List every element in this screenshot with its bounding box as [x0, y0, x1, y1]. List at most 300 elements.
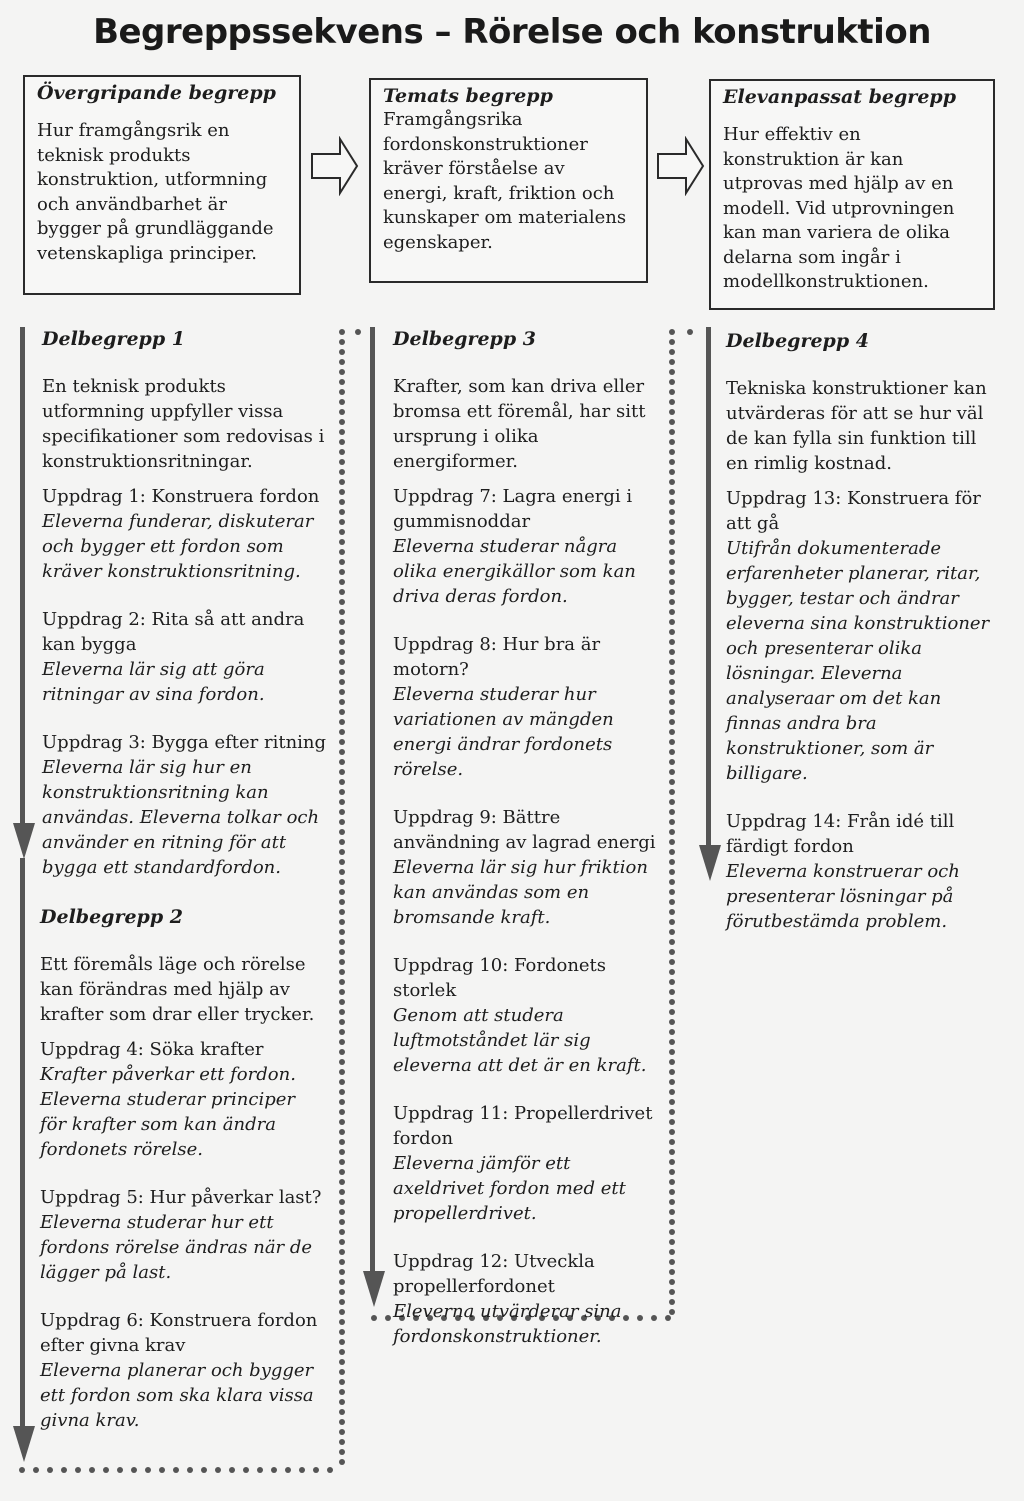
connector-dot	[339, 1129, 345, 1135]
connector-dot	[339, 1059, 345, 1065]
connector-dot	[385, 1315, 391, 1321]
connector-dot	[669, 1059, 675, 1065]
connector-dot	[313, 1467, 319, 1473]
connector-dot	[669, 829, 675, 835]
connector-dot	[669, 1179, 675, 1185]
connector-dot	[271, 1467, 277, 1473]
task-description: Eleverna lär sig hur friktion kan användas som en bromsande kraft.	[393, 857, 648, 928]
connector-dot	[669, 1189, 675, 1195]
connector-dot	[201, 1467, 207, 1473]
task-title: Uppdrag 7: Lagra energi i gummisnoddar	[393, 486, 633, 532]
connector-dot	[327, 1467, 333, 1473]
connector-dot	[339, 1299, 345, 1305]
task-title: Uppdrag 9: Bättre användning av lagrad energi	[393, 807, 656, 853]
connector-dot	[669, 809, 675, 815]
connector-dot	[669, 1039, 675, 1045]
connector-dot	[61, 1467, 67, 1473]
connector-dot	[669, 819, 675, 825]
connector-dot	[339, 1219, 345, 1225]
connector-dot	[339, 1339, 345, 1345]
connector-dot	[669, 1069, 675, 1075]
connector-dot	[669, 699, 675, 705]
connector-dot	[339, 579, 345, 585]
connector-dot	[339, 539, 345, 545]
connector-dot	[669, 459, 675, 465]
connector-dot	[669, 419, 675, 425]
connector-dot	[339, 659, 345, 665]
connector-dot	[339, 939, 345, 945]
connector-dot	[339, 359, 345, 365]
connector-dot	[669, 329, 675, 335]
task-description: Utifrån dokumenterade erfarenheter planerar, ritar, bygger, testar och ändrar eleverna sina konstruktioner och presenterar olika lösningar. Eleverna analyseraar om det kan finnas andra bra konstruktioner, som är billigare.	[726, 538, 990, 784]
connector-dot	[669, 669, 675, 675]
connector-dot	[669, 499, 675, 505]
task-description: Genom att studera luftmotståndet lär sig eleverna att det är en kraft.	[393, 1005, 647, 1076]
connector-dot	[339, 1039, 345, 1045]
section-description: Tekniska konstruktioner kan utvärderas för att se hur väl de kan fylla sin funktion till en rimlig kostnad.	[726, 378, 987, 474]
connector-dot	[669, 1139, 675, 1145]
connector-dot	[339, 439, 345, 445]
connector-dot	[669, 1279, 675, 1285]
connector-dot	[669, 1229, 675, 1235]
task-title: Uppdrag 13: Konstruera för att gå	[726, 488, 981, 534]
task-description: Eleverna lär sig att göra ritningar av sina fordon.	[42, 659, 265, 705]
connector-dot	[339, 689, 345, 695]
task-item	[726, 809, 998, 934]
connector-dot	[339, 479, 345, 485]
overarching-concept-heading: Övergripande begrepp	[37, 82, 276, 104]
connector-dot	[173, 1467, 179, 1473]
connector-dot	[669, 539, 675, 545]
connector-dot	[669, 1309, 675, 1315]
connector-dot	[339, 729, 345, 735]
connector-dot	[339, 649, 345, 655]
connector-dot	[339, 589, 345, 595]
section-heading: Delbegrepp 4	[726, 330, 869, 352]
connector-dot	[339, 409, 345, 415]
task-item	[42, 607, 327, 707]
connector-dot	[339, 669, 345, 675]
connector-dot	[339, 899, 345, 905]
connector-dot	[339, 879, 345, 885]
connector-dot	[669, 949, 675, 955]
connector-dot	[339, 1239, 345, 1245]
connector-dot	[669, 1259, 675, 1265]
connector-dot	[339, 749, 345, 755]
section-delbegrepp-2	[40, 905, 325, 1456]
connector-dot	[339, 619, 345, 625]
connector-dot	[339, 639, 345, 645]
connector-dot	[665, 1315, 671, 1321]
task-item	[40, 1037, 325, 1162]
connector-dot	[339, 759, 345, 765]
connector-dot	[339, 839, 345, 845]
connector-dot	[339, 769, 345, 775]
task-description: Eleverna konstruerar och presenterar lösningar på förutbestämda problem.	[726, 861, 960, 932]
connector-dot	[669, 1269, 675, 1275]
connector-dot	[339, 739, 345, 745]
connector-dot	[131, 1467, 137, 1473]
connector-dot	[339, 1249, 345, 1255]
connector-dot	[669, 849, 675, 855]
connector-dot	[669, 729, 675, 735]
connector-dot	[669, 679, 675, 685]
connector-dot	[339, 949, 345, 955]
connector-dot	[339, 1459, 345, 1465]
connector-dot	[339, 1189, 345, 1195]
connector-dot	[339, 549, 345, 555]
connector-dot	[117, 1467, 123, 1473]
connector-dot	[339, 1119, 345, 1125]
connector-dot	[339, 1449, 345, 1455]
section-heading: Delbegrepp 1	[42, 328, 185, 350]
task-title: Uppdrag 12: Utveckla propellerfordonet	[393, 1251, 595, 1297]
task-item	[393, 805, 661, 930]
connector-dot	[687, 329, 693, 335]
connector-dot	[669, 619, 675, 625]
connector-dot	[339, 509, 345, 515]
connector-dot	[669, 439, 675, 445]
task-description: Eleverna studerar några olika energikällor som kan driva deras fordon.	[393, 536, 636, 607]
connector-dot	[669, 599, 675, 605]
connector-dot	[339, 919, 345, 925]
overarching-concept-text: Hur framgångsrik en teknisk produkts konstruktion, utformning och användbarhet är bygger på grundläggande vetenskapliga principer.	[37, 120, 274, 264]
connector-dot	[33, 1467, 39, 1473]
connector-dot	[669, 399, 675, 405]
task-item	[40, 1308, 325, 1433]
connector-dot	[669, 869, 675, 875]
section-delbegrepp-4	[726, 329, 998, 957]
connector-dot	[339, 469, 345, 475]
connector-dot	[257, 1467, 263, 1473]
connector-dot	[669, 569, 675, 575]
connector-dot	[669, 469, 675, 475]
task-description: Eleverna utvärderar sina fordonskonstruktioner.	[393, 1301, 622, 1347]
connector-dot	[339, 829, 345, 835]
connector-dot	[669, 859, 675, 865]
task-description: Eleverna jämför ett axeldrivet fordon med ett propellerdrivet.	[393, 1153, 626, 1224]
connector-dot	[669, 689, 675, 695]
connector-dot	[339, 329, 345, 335]
connector-dot	[669, 379, 675, 385]
connector-dot	[339, 459, 345, 465]
connector-dot	[19, 1467, 25, 1473]
connector-dot	[145, 1467, 151, 1473]
connector-dot	[339, 1389, 345, 1395]
connector-dot	[669, 549, 675, 555]
section-description: Ett föremåls läge och rörelse kan förändras med hjälp av krafter som drar eller trycker.	[40, 954, 315, 1025]
connector-dot	[339, 399, 345, 405]
task-description: Eleverna funderar, diskuterar och bygger ett fordon som kräver konstruktionsritning.	[42, 511, 314, 582]
connector-dot	[47, 1467, 53, 1473]
connector-dot	[339, 779, 345, 785]
connector-dot	[339, 1109, 345, 1115]
connector-dot	[339, 1349, 345, 1355]
connector-dot	[339, 1149, 345, 1155]
connector-dot	[669, 739, 675, 745]
connector-dot	[669, 489, 675, 495]
page-title: Begreppssekvens – Rörelse och konstruktion	[93, 12, 931, 52]
connector-dot	[339, 849, 345, 855]
connector-dot	[339, 959, 345, 965]
connector-dot	[669, 409, 675, 415]
connector-dot	[339, 1309, 345, 1315]
task-title: Uppdrag 11: Propellerdrivet fordon	[393, 1103, 653, 1149]
connector-dot	[669, 429, 675, 435]
task-description: Eleverna studerar hur variationen av mängden energi ändrar fordonets rörelse.	[393, 684, 614, 780]
connector-dot	[669, 1119, 675, 1125]
connector-dot	[339, 1259, 345, 1265]
connector-dot	[339, 1199, 345, 1205]
theme-concept-text: Framgångsrika fordonskonstruktioner kräver förståelse av energi, kraft, friktion och kunskaper om materialens egenskaper.	[383, 109, 627, 253]
connector-dot	[669, 909, 675, 915]
connector-dot	[669, 1199, 675, 1205]
connector-dot	[669, 929, 675, 935]
connector-dot	[339, 699, 345, 705]
connector-dot	[339, 1089, 345, 1095]
connector-dot	[339, 929, 345, 935]
task-item	[42, 730, 327, 880]
connector-dot	[669, 879, 675, 885]
task-item	[393, 484, 661, 609]
connector-dot	[669, 369, 675, 375]
connector-dot	[339, 1179, 345, 1185]
connector-dot	[75, 1467, 81, 1473]
connector-dot	[669, 1219, 675, 1225]
connector-dot	[339, 349, 345, 355]
connector-dot	[339, 719, 345, 725]
task-title: Uppdrag 14: Från idé till färdigt fordon	[726, 811, 955, 857]
connector-dot	[339, 969, 345, 975]
task-title: Uppdrag 3: Bygga efter ritning	[42, 732, 327, 753]
student-concept-heading: Elevanpassat begrepp	[723, 86, 956, 108]
task-item	[393, 1101, 661, 1226]
task-item	[42, 484, 327, 584]
task-title: Uppdrag 1: Konstruera fordon	[42, 486, 320, 507]
task-title: Uppdrag 6: Konstruera fordon efter givna krav	[40, 1310, 318, 1356]
connector-dot	[339, 1369, 345, 1375]
connector-dot	[669, 339, 675, 345]
connector-dot	[355, 329, 361, 335]
task-item	[393, 632, 661, 782]
task-title: Uppdrag 10: Fordonets storlek	[393, 955, 607, 1001]
task-description: Eleverna lär sig hur en konstruktionsritning kan användas. Eleverna tolkar och använder en ritning för att bygga ett standardfordon.	[42, 757, 320, 878]
connector-dot	[339, 429, 345, 435]
task-title: Uppdrag 8: Hur bra är motorn?	[393, 634, 601, 680]
connector-dot	[669, 1209, 675, 1215]
connector-dot	[339, 679, 345, 685]
connector-dot	[339, 609, 345, 615]
connector-dot	[669, 1169, 675, 1175]
connector-dot	[159, 1467, 165, 1473]
section-heading: Delbegrepp 3	[393, 328, 536, 350]
connector-dot	[669, 1049, 675, 1055]
connector-dot	[669, 889, 675, 895]
connector-dot	[669, 629, 675, 635]
connector-dot	[339, 1419, 345, 1425]
connector-dot	[89, 1467, 95, 1473]
connector-dot	[339, 1399, 345, 1405]
connector-dot	[339, 1279, 345, 1285]
connector-dot	[339, 1359, 345, 1365]
connector-dot	[669, 1129, 675, 1135]
connector-dot	[669, 349, 675, 355]
connector-dot	[669, 509, 675, 515]
connector-dot	[669, 919, 675, 925]
connector-dot	[669, 759, 675, 765]
connector-dot	[339, 499, 345, 505]
connector-dot	[339, 559, 345, 565]
connector-dot	[669, 899, 675, 905]
connector-dot	[339, 1209, 345, 1215]
section-description: En teknisk produkts utformning uppfyller vissa specifikationer som redovisas i konstruktionsritningar.	[42, 376, 325, 472]
connector-dot	[339, 1099, 345, 1105]
connector-dot	[669, 789, 675, 795]
connector-dot	[669, 579, 675, 585]
connector-dot	[339, 449, 345, 455]
connector-dot	[339, 819, 345, 825]
connector-dot	[669, 449, 675, 455]
connector-dot	[339, 389, 345, 395]
connector-dot	[339, 1169, 345, 1175]
connector-dot	[339, 1159, 345, 1165]
connector-dot	[669, 989, 675, 995]
task-description: Krafter påverkar ett fordon. Eleverna studerar principer för krafter som kan ändra fordonets rörelse.	[40, 1064, 296, 1160]
connector-dot	[339, 809, 345, 815]
connector-dot	[339, 529, 345, 535]
connector-dot	[339, 1069, 345, 1075]
connector-dot	[669, 959, 675, 965]
connector-dot	[669, 769, 675, 775]
connector-dot	[669, 719, 675, 725]
connector-dot	[339, 1379, 345, 1385]
connector-dot	[669, 969, 675, 975]
connector-dot	[669, 559, 675, 565]
theme-concept-heading: Temats begrepp	[383, 85, 553, 107]
task-item	[393, 1249, 661, 1349]
connector-dot	[339, 1289, 345, 1295]
connector-dot	[669, 1299, 675, 1305]
connector-dot	[669, 389, 675, 395]
connector-dot	[669, 519, 675, 525]
connector-dot	[339, 869, 345, 875]
connector-dot	[299, 1467, 305, 1473]
task-item	[40, 1185, 325, 1285]
connector-dot	[243, 1467, 249, 1473]
connector-dot	[669, 1079, 675, 1085]
task-item	[393, 953, 661, 1078]
connector-dot	[339, 1319, 345, 1325]
connector-dot	[669, 609, 675, 615]
connector-dot	[339, 1409, 345, 1415]
connector-dot	[339, 859, 345, 865]
task-title: Uppdrag 4: Söka krafter	[40, 1039, 264, 1060]
connector-dot	[339, 1429, 345, 1435]
student-concept-text: Hur effektiv en konstruktion är kan utprovas med hjälp av en modell. Vid utprovningen kan man variera de olika delarna som ingår i modellkonstruktionen.	[723, 124, 955, 292]
connector-dot	[339, 799, 345, 805]
connector-dot	[339, 369, 345, 375]
connector-dot	[669, 799, 675, 805]
connector-dot	[229, 1467, 235, 1473]
connector-dot	[339, 569, 345, 575]
connector-dot	[669, 839, 675, 845]
section-delbegrepp-3	[393, 327, 661, 1372]
task-description: Eleverna studerar hur ett fordons rörelse ändras när de lägger på last.	[40, 1212, 313, 1283]
connector-dot	[339, 1019, 345, 1025]
connector-dot	[669, 1019, 675, 1025]
task-title: Uppdrag 2: Rita så att andra kan bygga	[42, 609, 305, 655]
connector-dot	[339, 909, 345, 915]
connector-dot	[669, 479, 675, 485]
connector-dot	[339, 1079, 345, 1085]
connector-dot	[339, 1139, 345, 1145]
task-title: Uppdrag 5: Hur påverkar last?	[40, 1187, 322, 1208]
connector-dot	[669, 939, 675, 945]
connector-dot	[669, 709, 675, 715]
section-heading: Delbegrepp 2	[40, 906, 183, 928]
connector-dot	[285, 1467, 291, 1473]
connector-dot	[339, 1329, 345, 1335]
task-description: Eleverna planerar och bygger ett fordon som ska klara vissa givna krav.	[40, 1360, 314, 1431]
connector-dot	[669, 1029, 675, 1035]
connector-dot	[669, 1149, 675, 1155]
connector-dot	[669, 1289, 675, 1295]
connector-dot	[339, 419, 345, 425]
connector-dot	[339, 1229, 345, 1235]
connector-dot	[103, 1467, 109, 1473]
connector-dot	[669, 1009, 675, 1015]
connector-dot	[339, 1009, 345, 1015]
connector-dot	[339, 489, 345, 495]
connector-dot	[669, 1099, 675, 1105]
connector-dot	[339, 1439, 345, 1445]
connector-dot	[669, 649, 675, 655]
connector-dot	[669, 589, 675, 595]
connector-dot	[339, 989, 345, 995]
connector-dot	[215, 1467, 221, 1473]
connector-dot	[339, 999, 345, 1005]
connector-dot	[669, 999, 675, 1005]
connector-dot	[669, 659, 675, 665]
connector-dot	[339, 979, 345, 985]
connector-dot	[669, 1249, 675, 1255]
connector-dot	[669, 529, 675, 535]
task-item	[726, 486, 998, 786]
connector-dot	[339, 789, 345, 795]
connector-dot	[669, 979, 675, 985]
connector-dot	[187, 1467, 193, 1473]
connector-dot	[669, 1089, 675, 1095]
connector-dot	[669, 1109, 675, 1115]
section-delbegrepp-1	[42, 327, 327, 903]
connector-dot	[339, 1029, 345, 1035]
connector-dot	[339, 519, 345, 525]
connector-dot	[669, 749, 675, 755]
connector-dot	[339, 889, 345, 895]
connector-dot	[669, 779, 675, 785]
connector-dot	[339, 709, 345, 715]
connector-dot	[339, 379, 345, 385]
connector-dot	[339, 339, 345, 345]
connector-dot	[339, 1049, 345, 1055]
connector-dot	[371, 1315, 377, 1321]
connector-dot	[669, 639, 675, 645]
connector-dot	[669, 359, 675, 365]
connector-dot	[669, 1159, 675, 1165]
connector-dot	[339, 629, 345, 635]
connector-dot	[669, 1239, 675, 1245]
connector-dot	[339, 1269, 345, 1275]
